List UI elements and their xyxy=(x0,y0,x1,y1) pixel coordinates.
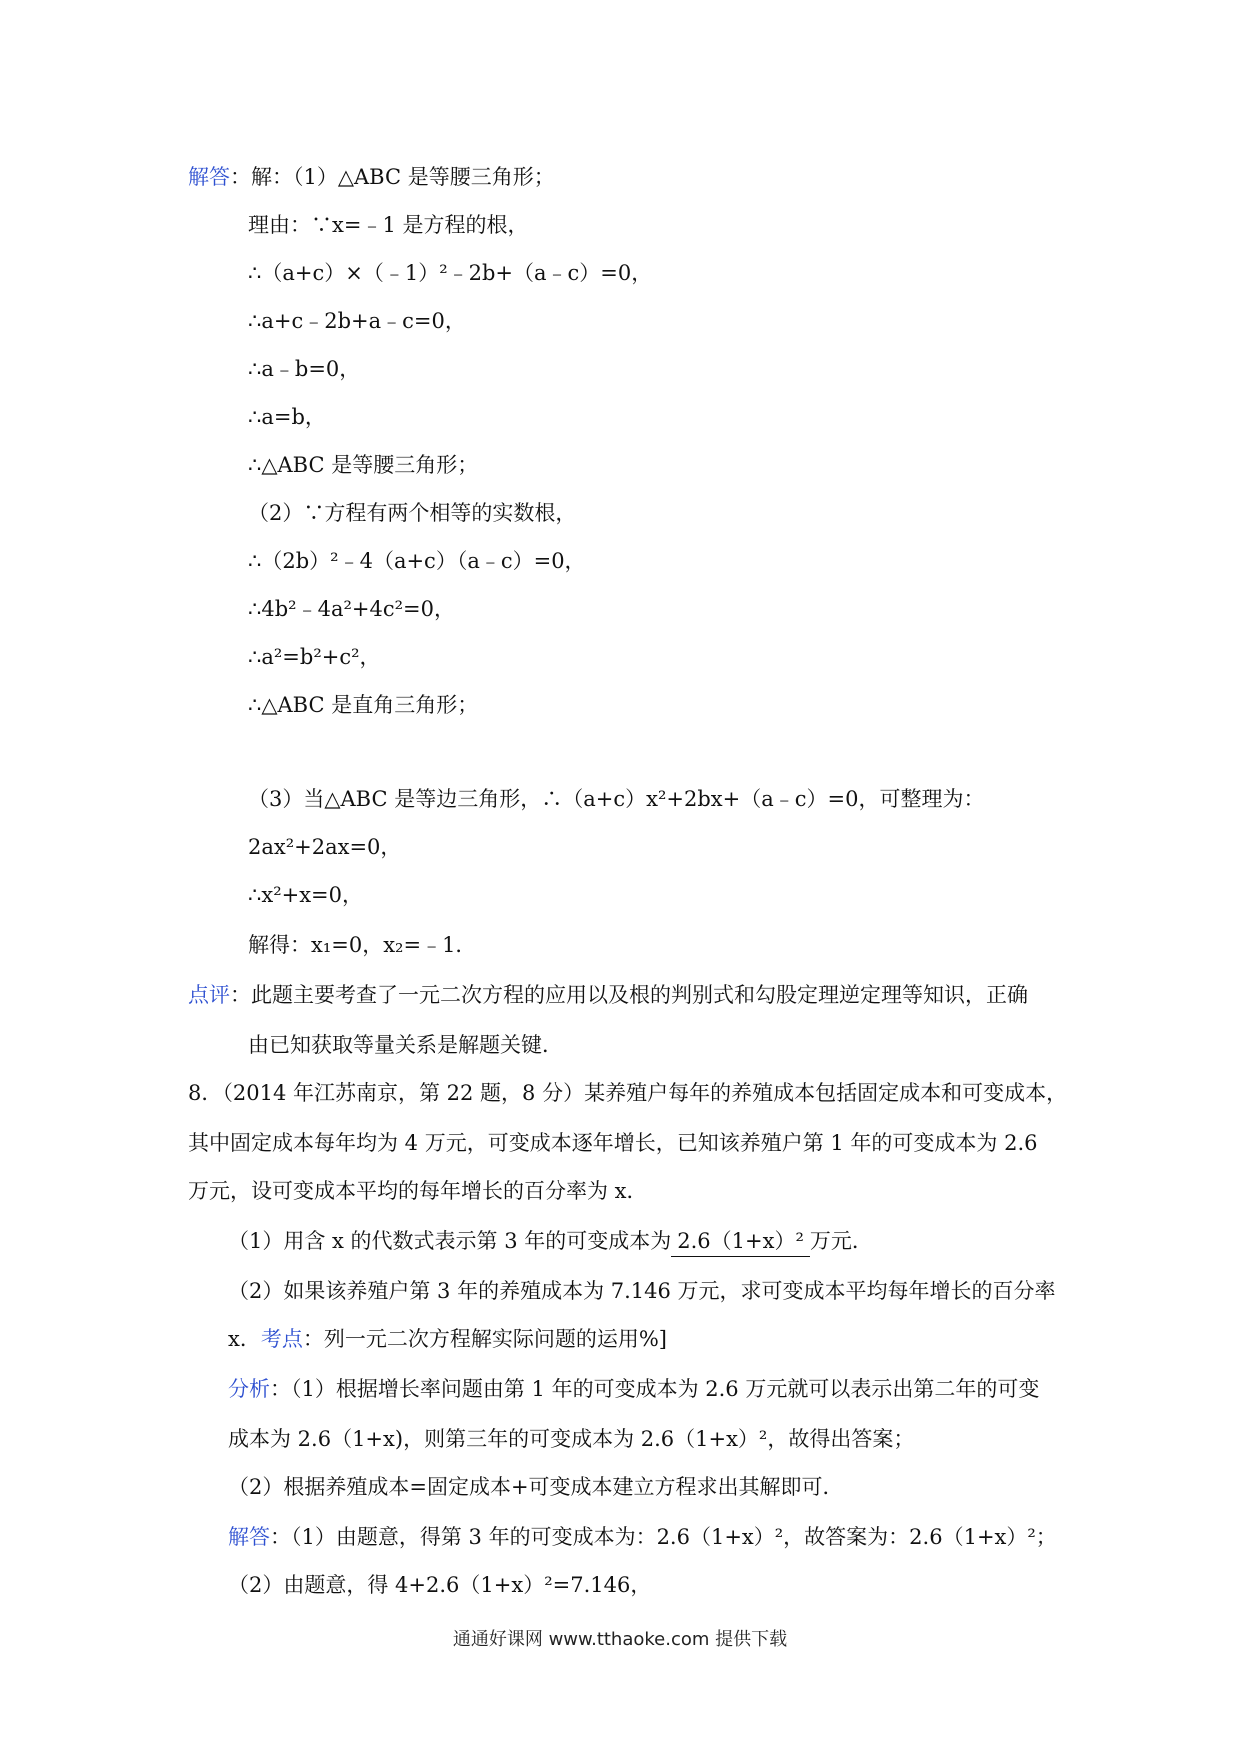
line-text: （3）当△ABC 是等边三角形，∴（a+c）x²+2bx+（a﹣c）=0，可整理为： xyxy=(248,787,985,811)
section-label: 解答 xyxy=(188,165,230,189)
text-line-s8 xyxy=(248,498,576,528)
line-text: （2）∵方程有两个相等的实数根， xyxy=(248,501,577,525)
line-text: （2）根据养殖成本=固定成本+可变成本建立方程求出其解即可． xyxy=(228,1475,844,1499)
text-line-s10 xyxy=(248,594,455,624)
text-line-q2 xyxy=(228,1276,1056,1306)
line-text: ：列一元二次方程解实际问题的运用%] xyxy=(302,1327,667,1351)
line-text: 理由：∵x=﹣1 是方程的根， xyxy=(248,213,529,237)
line-text: （1）用含 x 的代数式表示第 3 年的可变成本为 xyxy=(228,1229,672,1253)
text-line-s13 xyxy=(248,784,984,814)
line-text: 万元，设可变成本平均的每年增长的百分率为 x． xyxy=(188,1179,648,1203)
line-text: 解得：x₁=0，x₂=﹣1． xyxy=(248,933,477,957)
line-text: ∴△ABC 是直角三角形； xyxy=(248,693,479,717)
line-text: ∴4b²﹣4a²+4c²=0， xyxy=(248,597,455,621)
line-text: ∴（a+c）×（﹣1）²﹣2b+（a﹣c）=0， xyxy=(248,261,653,285)
line-suffix: 万元． xyxy=(809,1229,873,1253)
text-line-s16 xyxy=(248,930,476,960)
line-text: ∴a²=b²+c²， xyxy=(248,645,381,669)
line-prefix: x． xyxy=(228,1327,261,1351)
text-line-s2 xyxy=(248,210,528,240)
text-line-p1 xyxy=(188,1078,1067,1108)
text-line-s3 xyxy=(248,258,652,288)
section-label: 分析 xyxy=(228,1377,270,1401)
line-text: 8．（2014 年江苏南京，第 22 题，8 分）某养殖户每年的养殖成本包括固定成本和可变成本， xyxy=(188,1081,1068,1105)
text-line-s4 xyxy=(248,306,466,336)
line-text: （2）由题意，得 4+2.6（1+x）²=7.146， xyxy=(228,1573,652,1597)
text-line-s6 xyxy=(248,402,326,432)
line-text: ∴a﹣b=0， xyxy=(248,357,361,381)
line-text: ：（1）由题意，得第 3 年的可变成本为：2.6（1+x）²，故答案为：2.6（1+x）²； xyxy=(270,1525,1057,1549)
line-text: ：（1）根据增长率问题由第 1 年的可变成本为 2.6 万元就可以表示出第二年的可变 xyxy=(270,1377,1040,1401)
page-footer: 通通好课网 www.tthaoke.com 提供下载 xyxy=(452,1629,788,1650)
text-line-a2 xyxy=(228,1424,914,1454)
text-line-s9 xyxy=(248,546,586,576)
line-text: ∴a+c﹣2b+a﹣c=0， xyxy=(248,309,466,333)
text-line-s5 xyxy=(248,354,360,384)
fill-in-answer: 2.6（1+x）² xyxy=(671,1226,810,1257)
line-text: ：解：（1）△ABC 是等腰三角形； xyxy=(230,165,555,189)
text-line-p2 xyxy=(188,1128,1038,1158)
line-text: ∴△ABC 是等腰三角形； xyxy=(248,453,479,477)
text-line-q3 xyxy=(228,1324,667,1354)
line-text: 2ax²+2ax=0， xyxy=(248,835,402,859)
text-line-s1 xyxy=(188,162,555,192)
text-line-c2 xyxy=(248,1030,563,1060)
text-line-a1 xyxy=(228,1374,1039,1404)
text-line-p3 xyxy=(188,1176,648,1206)
text-line-r1 xyxy=(228,1522,1057,1552)
text-line-r2 xyxy=(228,1570,651,1600)
text-line-s11 xyxy=(248,642,381,672)
line-text: ：此题主要考查了一元二次方程的应用以及根的判别式和勾股定理逆定理等知识，正确 xyxy=(230,983,1028,1007)
text-line-s7 xyxy=(248,450,478,480)
line-text: 其中固定成本每年均为 4 万元，可变成本逐年增长，已知该养殖户第 1 年的可变成本为 2.6 xyxy=(188,1131,1038,1155)
text-line-c1 xyxy=(188,980,1028,1010)
line-text: ∴x²+x=0， xyxy=(248,883,364,907)
section-label: 点评 xyxy=(188,983,230,1007)
section-label: 解答 xyxy=(228,1525,270,1549)
line-text: ∴a=b， xyxy=(248,405,326,429)
text-line-a3 xyxy=(228,1472,844,1502)
line-text: （2）如果该养殖户第 3 年的养殖成本为 7.146 万元，求可变成本平均每年增长的百分率 xyxy=(228,1279,1056,1303)
text-line-s12 xyxy=(248,690,478,720)
line-text: ∴（2b）²﹣4（a+c）（a﹣c）=0， xyxy=(248,549,586,573)
line-text: 成本为 2.6（1+x)，则第三年的可变成本为 2.6（1+x）²，故得出答案； xyxy=(228,1427,915,1451)
text-line-s15 xyxy=(248,880,363,910)
text-line-s14 xyxy=(248,832,401,862)
text-line-q1 xyxy=(228,1226,873,1257)
line-text: 由已知获取等量关系是解题关键． xyxy=(248,1033,563,1057)
section-label: 考点 xyxy=(260,1327,303,1351)
